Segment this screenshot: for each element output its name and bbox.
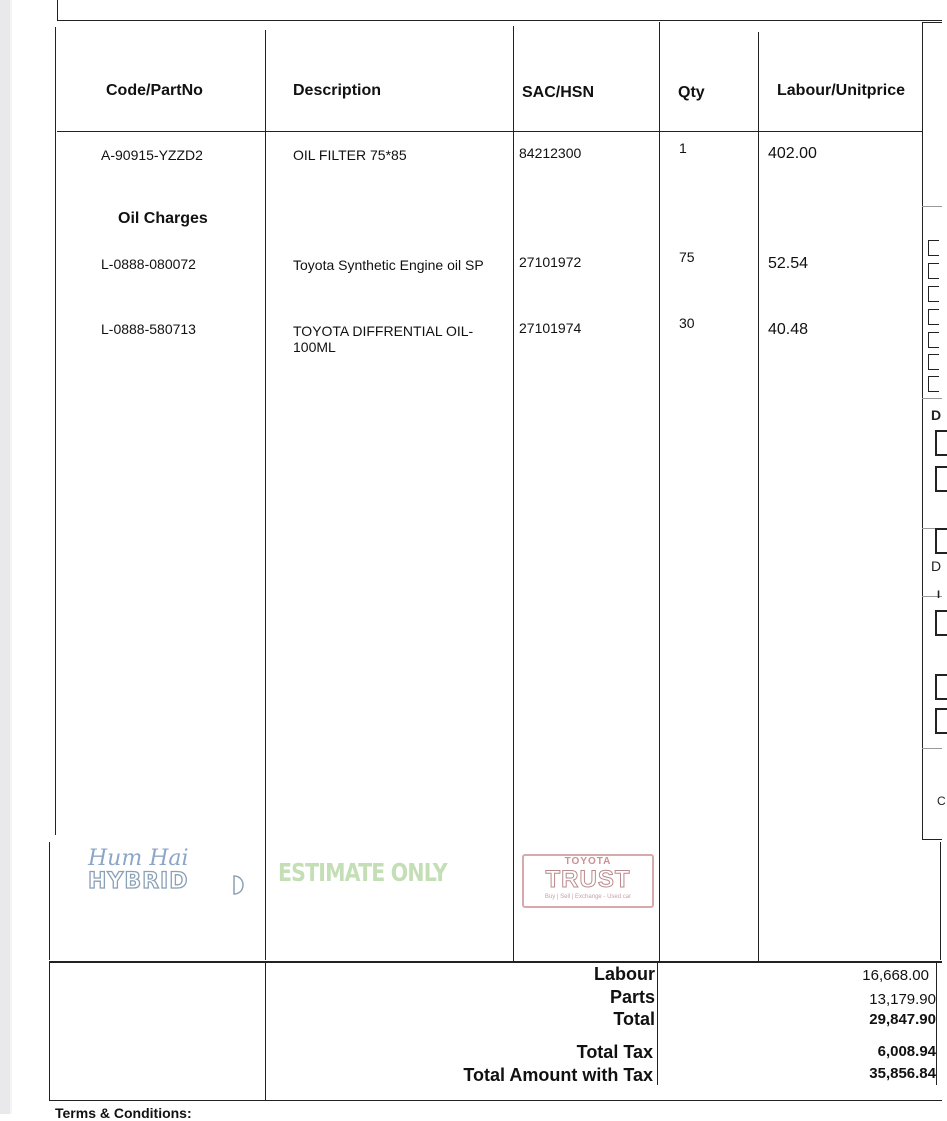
row2-price: 52.54 [768, 255, 809, 272]
hybrid-leaf-icon [232, 874, 248, 896]
side-panel-top [922, 22, 942, 23]
summary-col-divider [265, 961, 266, 1101]
row2-qty: 75 [679, 249, 695, 265]
terms-heading: Terms & Conditions: [55, 1105, 192, 1121]
summary-right-border [936, 961, 937, 1085]
col-divider-4 [758, 32, 759, 962]
row1-qty: 1 [679, 140, 687, 156]
row1-description: OIL FILTER 75*85 [293, 147, 407, 163]
side-divider-1 [922, 206, 942, 207]
page-margin [0, 0, 10, 1114]
row2-description: Toyota Synthetic Engine oil SP [293, 257, 484, 273]
checkbox-fragment [928, 240, 939, 256]
checkbox-fragment [935, 708, 947, 734]
checkbox-fragment [928, 309, 939, 325]
total-value: 29,847.90 [869, 1011, 936, 1028]
grand-total-value: 35,856.84 [869, 1065, 936, 1082]
row3-description: TOYOTA DIFFRENTIAL OIL-100ML [293, 323, 474, 355]
summary-left-border [49, 961, 50, 1101]
row1-price: 402.00 [768, 145, 817, 162]
checkbox-fragment [928, 332, 939, 348]
tax-value: 6,008.94 [877, 1043, 936, 1060]
grand-total-label: Total Amount with Tax [463, 1065, 653, 1085]
row3-sac: 27101974 [519, 320, 582, 336]
side-fragment-d: D [931, 407, 942, 423]
summary-top-border [49, 961, 942, 963]
page-margin-shadow [10, 0, 12, 1114]
checkbox-fragment [935, 528, 947, 554]
checkbox-fragment [928, 376, 939, 392]
parts-label: Parts [609, 987, 655, 1007]
row2-code: L-0888-080072 [101, 256, 196, 272]
checkbox-fragment [928, 354, 939, 370]
labour-label: Labour [594, 964, 655, 984]
section-oil-charges: Oil Charges [118, 210, 208, 227]
logo-band-right-border [940, 842, 941, 960]
col-divider-3 [659, 22, 660, 962]
row1-code: A-90915-YZZD2 [101, 147, 203, 163]
col-divider-1 [265, 30, 266, 960]
summary-value-divider [657, 961, 658, 1085]
checkbox-fragment [935, 610, 947, 636]
checkbox-fragment [928, 263, 939, 279]
row3-price: 40.48 [768, 321, 809, 338]
hum-hai-hybrid-logo: Hum Hai HYBRID [88, 846, 248, 902]
toyota-trust-logo: TOYOTA TRUST Buy | Sell | Exchange - Used car [522, 854, 654, 908]
header-sac: SAC/HSN [522, 84, 595, 101]
side-fragment-c: C [937, 794, 946, 808]
header-price: Labour/Unitprice [777, 82, 906, 99]
checkbox-fragment [935, 674, 947, 700]
header-description: Description [293, 82, 382, 99]
table-left-border [55, 27, 56, 835]
header-qty: Qty [678, 84, 705, 101]
row3-qty: 30 [679, 315, 695, 331]
estimate-only-stamp: ESTIMATE ONLY [278, 858, 447, 887]
total-label: Total [613, 1009, 655, 1029]
col-divider-2 [513, 26, 514, 962]
checkbox-fragment [935, 466, 947, 492]
row1-sac: 84212300 [519, 145, 582, 161]
side-panel-bottom [922, 839, 942, 840]
tax-label: Total Tax [576, 1042, 653, 1062]
side-divider-2 [922, 398, 942, 399]
header-code: Code/PartNo [106, 82, 203, 99]
header-divider [57, 131, 923, 132]
summary-bottom-border [49, 1100, 942, 1101]
side-divider-5 [922, 748, 942, 749]
side-fragment-d2: D [931, 558, 942, 574]
logo-band-left-border [49, 842, 50, 960]
checkbox-fragment [928, 286, 939, 302]
row2-sac: 27101972 [519, 254, 582, 270]
parts-value: 13,179.90 [869, 991, 936, 1008]
labour-value: 16,668.00 [862, 967, 929, 984]
side-panel-border [922, 22, 923, 840]
row3-code: L-0888-580713 [101, 321, 196, 337]
top-box-bottom-border [57, 20, 942, 21]
checkbox-fragment [935, 430, 947, 456]
top-box-left-border [57, 0, 58, 21]
side-fragment-i2: I [937, 589, 941, 601]
